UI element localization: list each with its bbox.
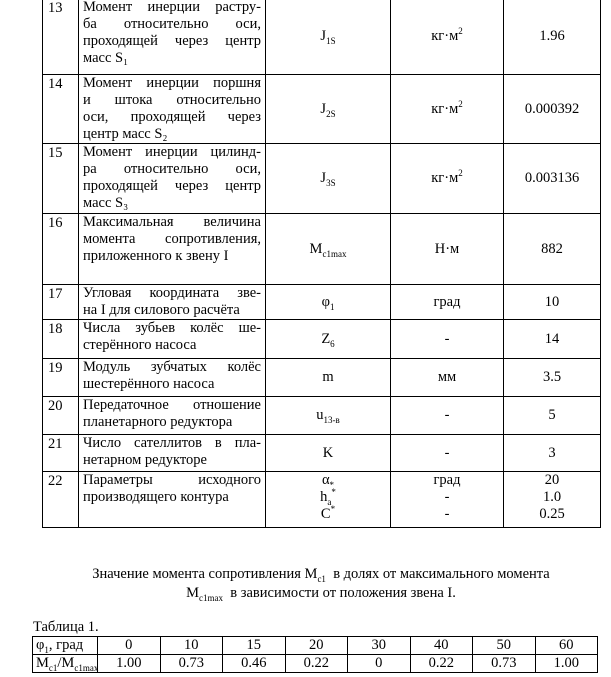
ratio-value: 0.73 [160, 655, 223, 673]
symbol-sub: 6 [330, 338, 335, 349]
symbol-sub: 3S [326, 177, 336, 188]
unit-cell [391, 397, 504, 435]
description-line: и штока относительно [83, 92, 261, 108]
description-line: Угловая координата зве- [83, 285, 261, 301]
param-symbol [270, 489, 386, 506]
unit-cell [391, 472, 504, 528]
symbol-base: град [433, 293, 461, 310]
value-cell: 5 [504, 397, 601, 435]
symbol-base: h [320, 489, 328, 505]
table-row-phi [33, 637, 598, 655]
row-number: 21 [43, 435, 79, 472]
value-cell: 3.5 [504, 359, 601, 397]
parameters-table [42, 0, 601, 528]
phi-value: 15 [223, 637, 286, 655]
symbol-sub: c1max [322, 248, 347, 259]
symbol-sup: 2 [458, 26, 463, 37]
table-row [43, 0, 601, 75]
value-cell: 0.000392 [504, 75, 601, 144]
symbol-base: кг·м [431, 28, 459, 44]
value-cell: 3 [504, 435, 601, 472]
symbol-base: - [444, 444, 450, 461]
symbol-cell [266, 75, 391, 144]
description-line: планетарного редуктора [83, 414, 233, 430]
symbol-sub: 1S [326, 35, 336, 46]
symbol-cell [266, 435, 391, 472]
row-number: 20 [43, 397, 79, 435]
symbol-sup: 2 [458, 98, 463, 109]
description-line: Параметры исходного [83, 472, 261, 488]
symbol [322, 472, 334, 488]
value-cell [504, 472, 601, 528]
row-number: 19 [43, 359, 79, 397]
symbol [445, 445, 450, 461]
symbol-sub: * [329, 479, 335, 490]
description-cell [79, 435, 266, 472]
description-cell [79, 144, 266, 214]
row-number: 15 [43, 144, 79, 214]
symbol-base: K [322, 444, 334, 461]
table-row [43, 320, 601, 359]
param-value: 0.25 [539, 506, 565, 522]
unit-cell [391, 144, 504, 214]
row-number: 17 [43, 285, 79, 320]
table-1-label: Таблица 1. [33, 619, 99, 635]
description-line: ба относительно оси, [83, 16, 261, 32]
description-cell [79, 0, 266, 75]
symbol-base: M [309, 240, 323, 257]
unit-cell [391, 320, 504, 359]
description-line: Максимальная величина [83, 214, 261, 230]
symbol-cell [266, 214, 391, 285]
symbol-base: J [320, 100, 327, 117]
symbol [433, 294, 460, 310]
table-row [43, 285, 601, 320]
ratio-value: 0.73 [473, 655, 536, 673]
description-line: Момент инерции цилинд- [83, 144, 261, 160]
symbol-cell [266, 144, 391, 214]
symbol-sup: * [330, 504, 336, 515]
symbol-sub: a [327, 496, 332, 507]
description-line: Числа зубьев колёс ше- [83, 320, 261, 336]
description-cell [79, 320, 266, 359]
symbol-cell [266, 472, 391, 528]
row-number: 22 [43, 472, 79, 528]
row-number: 14 [43, 75, 79, 144]
row-number: 18 [43, 320, 79, 359]
param-symbol [270, 506, 386, 523]
phi-value: 20 [285, 637, 348, 655]
table-1 [32, 636, 598, 673]
description-line: производящего контура [83, 489, 229, 505]
symbol [320, 101, 335, 117]
table-row [43, 397, 601, 435]
symbol-cell [266, 285, 391, 320]
symbol [322, 294, 335, 310]
symbol [431, 170, 463, 186]
description-line: Модуль зубчатых колёс [83, 359, 261, 375]
symbol-base: u [316, 407, 324, 423]
symbol [431, 98, 463, 117]
unit-cell [391, 435, 504, 472]
description-line: момента сопротивления, [83, 231, 261, 247]
description-line: Момент инерции поршня [83, 75, 261, 91]
symbol [445, 407, 450, 423]
table-row [43, 359, 601, 397]
ratio-value: 0 [348, 655, 411, 673]
description-line: проходящей через центр [83, 33, 261, 49]
symbol-base: J [320, 170, 327, 186]
symbol-base: Н·м [434, 240, 460, 257]
phi-value: 0 [98, 637, 161, 655]
param-symbol [270, 472, 386, 489]
description-cell [79, 397, 266, 435]
table-row [43, 144, 601, 214]
symbol-base: кг·м [431, 170, 459, 186]
description-line: нетарном редукторе [83, 452, 207, 468]
symbol [320, 489, 336, 505]
symbol-base: m [322, 369, 334, 385]
phi-header: $\varphi_1$, град [33, 637, 98, 655]
ratio-value: 0.22 [285, 655, 348, 673]
unit-cell [391, 75, 504, 144]
description-line: Момент инерции растру- [83, 0, 261, 15]
phi-value: 50 [473, 637, 536, 655]
value-cell: 14 [504, 320, 601, 359]
symbol-base: J [320, 28, 327, 44]
symbol [320, 28, 335, 44]
description-line: Число сателлитов в пла- [83, 435, 261, 451]
symbol-cell [266, 0, 391, 75]
symbol [445, 331, 450, 347]
caption-text: в долях от максимального момента [325, 566, 550, 582]
unit-cell [391, 214, 504, 285]
symbol [310, 241, 347, 257]
symbol-sub: 2S [326, 108, 336, 119]
table-row-ratio [33, 655, 598, 673]
symbol-base: - [444, 330, 450, 347]
description-line: оси, проходящей через [83, 109, 261, 125]
symbol [431, 28, 463, 44]
symbol-sub: 13-в [323, 414, 340, 425]
symbol-base: φ [321, 293, 330, 310]
ratio-value: 1.00 [98, 655, 161, 673]
value-cell: 0.003136 [504, 144, 601, 214]
symbol-base: C [320, 506, 331, 522]
caption-text: M [186, 585, 200, 601]
symbol-base: кг·м [431, 100, 459, 117]
symbol-cell [266, 320, 391, 359]
symbol-sup: 2 [458, 168, 463, 179]
symbol-base: Z [321, 330, 331, 347]
phi-value: 40 [410, 637, 473, 655]
description-line: ра относительно оси, [83, 161, 261, 177]
caption-text: Значение момента сопротивления M [92, 566, 318, 582]
unit-cell [391, 285, 504, 320]
description-line: центр масс S₂ [83, 126, 168, 142]
param-unit: - [444, 489, 450, 505]
caption-text: в зависимости от положения звена I. [223, 585, 456, 601]
description-line: масс S₁ [83, 50, 129, 66]
description-line: Передаточное отношение [83, 397, 261, 413]
ratio-value: 1.00 [535, 655, 598, 673]
description-line: стерённого насоса [83, 337, 197, 353]
row-number: 16 [43, 214, 79, 285]
symbol-base: α [321, 472, 330, 488]
param-unit: - [444, 506, 450, 522]
phi-value: 60 [535, 637, 598, 655]
symbol-base: мм [437, 369, 457, 385]
unit-cell [391, 0, 504, 75]
symbol-sup: * [331, 487, 336, 498]
ratio-value: 0.22 [410, 655, 473, 673]
phi-value: 30 [348, 637, 411, 655]
phi-value: 10 [160, 637, 223, 655]
param-value: 1.0 [542, 489, 562, 505]
symbol-cell [266, 359, 391, 397]
description-cell [79, 472, 266, 528]
description-line: приложенного к звену I [83, 248, 229, 264]
symbol [321, 506, 335, 522]
param-value: 20 [544, 472, 560, 488]
caption-sub: c1 [317, 573, 326, 584]
table-row [43, 435, 601, 472]
symbol [438, 369, 456, 385]
description-cell [79, 285, 266, 320]
table-row [43, 472, 601, 528]
description-line: масс S₃ [83, 195, 129, 211]
symbol-cell [266, 397, 391, 435]
ratio-header: $M_{c1}/M_{c1max}$ [33, 655, 98, 673]
ratio-value: 0.46 [223, 655, 286, 673]
table-caption [30, 565, 611, 603]
symbol [321, 331, 334, 347]
caption-sub: c1max [199, 592, 224, 603]
value-cell: 882 [504, 214, 601, 285]
description-cell [79, 75, 266, 144]
symbol [323, 445, 333, 461]
symbol-base: - [444, 407, 450, 423]
description-line: шестерённого насоса [83, 376, 215, 392]
symbol [316, 407, 340, 423]
symbol-sub: 1 [329, 301, 335, 312]
value-cell: 1.96 [504, 0, 601, 75]
table-row [43, 75, 601, 144]
value-cell: 10 [504, 285, 601, 320]
param-unit: град [433, 472, 461, 488]
description-line: на I для силового расчёта [83, 302, 240, 318]
symbol [435, 241, 459, 257]
symbol [322, 369, 333, 385]
table-row [43, 214, 601, 285]
description-cell [79, 359, 266, 397]
symbol [320, 170, 335, 186]
unit-cell [391, 359, 504, 397]
row-number: 13 [43, 0, 79, 75]
description-line: проходящей через центр [83, 178, 261, 194]
description-cell [79, 214, 266, 285]
